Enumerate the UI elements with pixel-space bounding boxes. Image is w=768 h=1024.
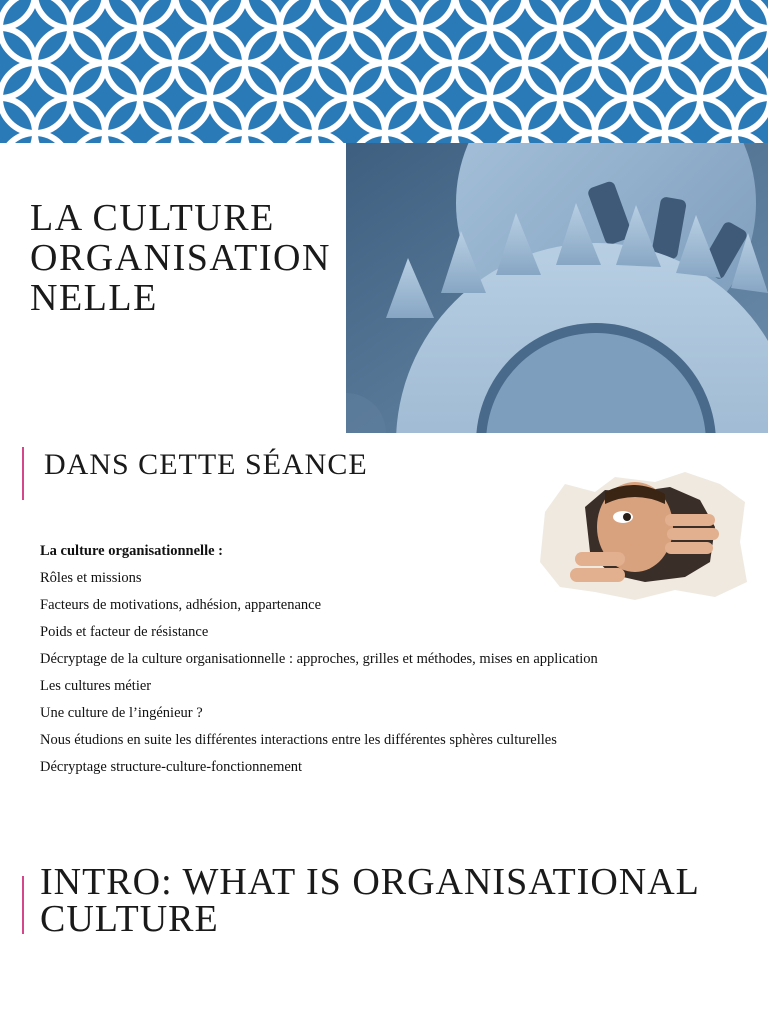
agenda-item: Poids et facteur de résistance [40,624,209,640]
heading-line-2: CULTURE [40,898,219,940]
agenda-item: Décryptage structure-culture-fonctionnement [40,759,303,775]
agenda-item: Nous étudions en suite les différentes interactions entre les différentes sphères culturelles [40,732,557,748]
accent-bar [22,447,24,500]
slide-title-line-2: ORGANISATION [30,237,331,279]
section-heading [40,861,740,940]
slide-title-line-3: NELLE [30,277,158,319]
slide-title-line-1: LA CULTURE [30,197,275,239]
decorative-pattern-banner [0,0,768,143]
agenda-item: Une culture de l’ingénieur ? [40,705,203,721]
agenda-list [40,541,620,784]
agenda-item: Rôles et missions [40,570,142,586]
accent-bar [22,876,24,934]
section-heading: DANS CETTE SÉANCE [44,448,368,481]
agenda-item: Décryptage de la culture organisationnelle : approches, grilles et méthodes, mises en application [40,651,598,667]
slide-title [30,198,350,318]
agenda-item: La culture organisationnelle : [40,543,223,559]
agenda-item: Les cultures métier [40,678,152,694]
gears-photo [346,143,768,433]
heading-line-1: INTRO: WHAT IS ORGANISATIONAL [40,861,700,903]
agenda-item: Facteurs de motivations, adhésion, appartenance [40,597,322,613]
